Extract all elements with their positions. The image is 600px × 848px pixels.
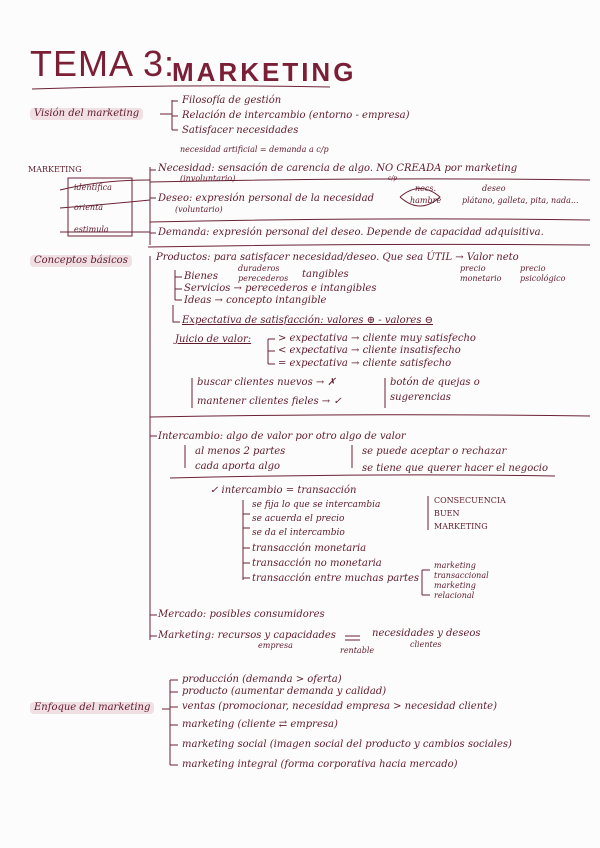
deseo-voluntario: (voluntario) — [175, 205, 223, 214]
expectativa-line: Expectativa de satisfacción: valores ⊕ - valores ⊖ — [182, 315, 434, 326]
mk-transaccional-1: marketing — [434, 561, 476, 570]
precio-psico-1: precio — [520, 264, 546, 273]
vision-item: Relación de intercambio (entorno - empresa) — [182, 110, 410, 121]
precio-monetario-1: precio — [460, 264, 486, 273]
vision-item: Satisfacer necesidades — [182, 125, 299, 136]
enfoque-item: marketing integral (forma corporativa hacia mercado) — [182, 759, 458, 770]
enfoque-item: producto (aumentar demanda y calidad) — [182, 686, 387, 697]
enfoque-item: producción (demanda > oferta) — [182, 674, 342, 685]
mk-relacional-2: relacional — [434, 591, 475, 600]
quejas-1: botón de quejas o — [390, 377, 480, 388]
necesidad-cp: c/p — [388, 175, 398, 182]
deseo-hambre: hambre — [410, 196, 442, 205]
transaccion-s1: se fija lo que se intercambia — [252, 500, 381, 510]
juicio-2: < expectativa → cliente insatisfecho — [278, 345, 461, 356]
juicio-1: > expectativa → cliente muy satisfecho — [278, 333, 476, 344]
intercambio-aceptar: se puede aceptar o rechazar — [362, 446, 507, 457]
intercambio-line: Intercambio: algo de valor por otro algo de valor — [158, 431, 406, 442]
transaccion-s3: se da el intercambio — [252, 528, 345, 538]
intercambio-partes: al menos 2 partes — [195, 446, 286, 457]
vision-item: Filosofía de gestión — [182, 95, 282, 106]
bienes-label: Bienes — [184, 271, 218, 282]
enfoque-label: Enfoque del marketing — [30, 702, 154, 714]
bienes-tangibles: tangibles — [302, 269, 349, 280]
consecuencia-2: BUEN — [434, 509, 460, 518]
title-tema: TEMA 3: — [30, 43, 176, 84]
precio-psico-2: psicológico — [520, 274, 566, 283]
demanda-line: Demanda: expresión personal del deseo. Depende de capacidad adquisitiva. — [158, 227, 544, 238]
vision-label: Visión del marketing — [30, 108, 143, 120]
mk-recursos: Marketing: recursos y capacidades — [158, 630, 336, 641]
mk-relacional-1: marketing — [434, 581, 476, 590]
deseo-line: Deseo: expresión personal de la necesidad — [158, 193, 375, 204]
enfoque-item: ventas (promocionar, necesidad empresa > necesidad cliente) — [182, 701, 497, 712]
buscar-clientes: buscar clientes nuevos → ✗ — [197, 377, 336, 388]
deseo-ejemplos: plátano, galleta, pita, nada... — [462, 196, 579, 205]
bienes-perecederos: perecederos — [238, 274, 289, 283]
identifica-label: identifica — [74, 183, 112, 192]
necesidad-line: Necesidad: sensación de carencia de algo. NO CREADA por marketing — [158, 163, 518, 174]
productos-line: Productos: para satisfacer necesidad/deseo. Que sea ÚTIL → Valor neto — [156, 252, 519, 263]
mk-empresa: empresa — [258, 641, 293, 650]
transaccion-s2: se acuerda el precio — [252, 514, 345, 524]
bienes-duraderos: duraderos — [238, 264, 280, 273]
conceptos-label: Conceptos básicos — [30, 255, 132, 267]
quejas-2: sugerencias — [390, 392, 451, 403]
mk-clientes: clientes — [410, 640, 442, 649]
enfoque-item: marketing social (imagen social del producto y cambios sociales) — [182, 739, 512, 750]
orienta-label: orienta — [74, 203, 104, 212]
ideas-line: Ideas → concepto intangible — [184, 295, 327, 306]
mantener-clientes: mantener clientes fieles → ✓ — [197, 396, 342, 407]
precio-monetario-2: monetario — [460, 274, 502, 283]
transaccion-no-monetaria: transacción no monetaria — [252, 558, 382, 569]
necesidad-artificial: necesidad artificial = demanda a c/p — [180, 145, 329, 154]
transaccion-muchas-partes: transacción entre muchas partes — [252, 573, 420, 584]
consecuencia-3: MARKETING — [434, 522, 488, 531]
deseo-deseo: deseo — [482, 184, 506, 193]
deseo-necs: necs. — [415, 184, 437, 193]
transaccion-label: ✓ intercambio = transacción — [210, 485, 357, 496]
consecuencia-1: CONSECUENCIA — [434, 496, 506, 505]
juicio-3: = expectativa → cliente satisfecho — [278, 358, 452, 369]
marketing-label: MARKETING — [28, 165, 82, 174]
estimula-label: estimula — [74, 225, 109, 234]
mk-necesidades: necesidades y deseos — [372, 628, 481, 639]
intercambio-aporta: cada aporta algo — [195, 461, 281, 472]
intercambio-querer: se tiene que querer hacer el negocio — [362, 463, 549, 474]
mk-transaccional-2: transaccional — [434, 571, 489, 580]
juicio-label: Juicio de valor: — [175, 334, 252, 345]
mercado-line: Mercado: posibles consumidores — [158, 609, 325, 620]
servicios-line: Servicios → perecederos e intangibles — [184, 283, 377, 294]
necesidad-involuntario: (involuntario) — [180, 174, 236, 183]
title-marketing: MARKETING — [172, 57, 357, 87]
transaccion-monetaria: transacción monetaria — [252, 543, 367, 554]
enfoque-item: marketing (cliente ⇄ empresa) — [182, 719, 338, 730]
mk-rentable: rentable — [340, 646, 375, 655]
